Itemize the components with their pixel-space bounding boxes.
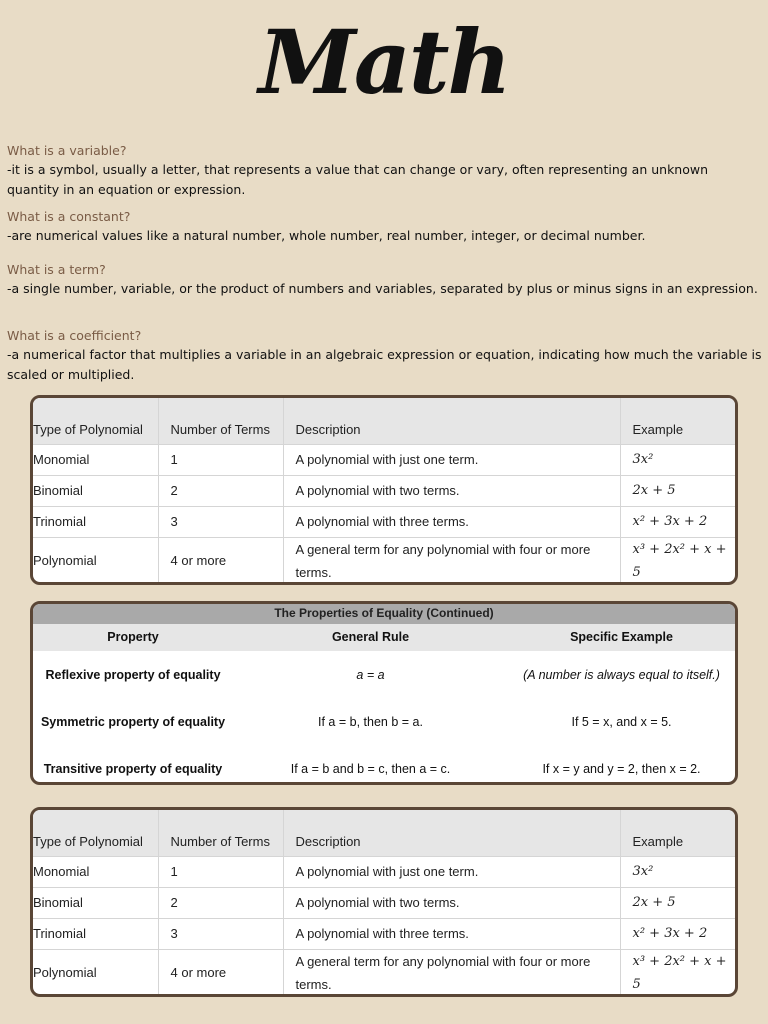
table-row xyxy=(33,506,735,537)
table-row xyxy=(33,918,735,949)
header-general-rule: General Rule xyxy=(331,630,410,644)
cell-rule: If a = b and b = c, then a = c. xyxy=(290,761,451,776)
cell-description: A polynomial with two terms. xyxy=(283,475,620,506)
properties-table-title: The Properties of Equality (Continued) xyxy=(33,604,735,624)
header-description: Description xyxy=(283,398,620,444)
cell-example: 3x² xyxy=(620,444,735,475)
cell-description: A polynomial with just one term. xyxy=(283,856,620,887)
definition-constant xyxy=(7,208,762,246)
cell-example: x³ + 2x² + x + 5 xyxy=(620,949,735,996)
cell-example: If 5 = x, and x = 5. xyxy=(571,714,672,729)
cell-example: x² + 3x + 2 xyxy=(620,918,735,949)
page-title: Math xyxy=(258,10,510,114)
header-example: Example xyxy=(620,398,735,444)
cell-description: A polynomial with just one term. xyxy=(283,444,620,475)
cell-terms: 1 xyxy=(158,856,283,887)
cell-description: A general term for any polynomial with four or more terms. xyxy=(283,949,620,996)
table-row xyxy=(33,698,735,745)
cell-type: Monomial xyxy=(33,856,158,887)
question-constant: What is a constant? xyxy=(7,209,131,224)
header-specific-example: Specific Example xyxy=(570,630,673,644)
cell-example: 3x² xyxy=(620,856,735,887)
definition-variable xyxy=(7,142,762,200)
cell-type: Polynomial xyxy=(33,537,158,584)
header-example: Example xyxy=(620,810,735,856)
table-row xyxy=(33,949,735,996)
cell-type: Monomial xyxy=(33,444,158,475)
answer-term: -a single number, variable, or the product of numbers and variables, separated by plus or minus signs in an expression. xyxy=(7,281,758,296)
cell-type: Polynomial xyxy=(33,949,158,996)
cell-description: A polynomial with three terms. xyxy=(283,918,620,949)
header-terms: Number of Terms xyxy=(158,810,283,856)
cell-terms: 2 xyxy=(158,475,283,506)
answer-constant: -are numerical values like a natural number, whole number, real number, integer, or decimal number. xyxy=(7,228,646,243)
cell-terms: 3 xyxy=(158,506,283,537)
cell-example: x² + 3x + 2 xyxy=(620,506,735,537)
question-term: What is a term? xyxy=(7,262,106,277)
cell-description: A general term for any polynomial with four or more terms. xyxy=(283,537,620,584)
table-row xyxy=(33,887,735,918)
cell-terms: 4 or more xyxy=(158,537,283,584)
cell-rule: If a = b, then b = a. xyxy=(318,714,423,729)
polynomial-table xyxy=(33,398,735,585)
properties-header-row xyxy=(33,624,735,651)
table-row xyxy=(33,856,735,887)
table-row xyxy=(33,444,735,475)
cell-property: Symmetric property of equality xyxy=(40,714,226,729)
table-row xyxy=(33,537,735,584)
cell-property: Reflexive property of equality xyxy=(45,667,221,682)
header-type: Type of Polynomial xyxy=(33,398,158,444)
cell-type: Binomial xyxy=(33,887,158,918)
cell-type: Binomial xyxy=(33,475,158,506)
cell-example: 2x + 5 xyxy=(620,887,735,918)
polynomial-table xyxy=(33,810,735,997)
cell-terms: 3 xyxy=(158,918,283,949)
answer-variable: -it is a symbol, usually a letter, that represents a value that can change or vary, often representing an unknown quantity in an equation or expression. xyxy=(7,162,709,197)
cell-type: Trinomial xyxy=(33,506,158,537)
polynomial-table-1 xyxy=(30,395,738,585)
table-header-row xyxy=(33,810,735,856)
table-row xyxy=(33,475,735,506)
cell-description: A polynomial with two terms. xyxy=(283,887,620,918)
question-coefficient: What is a coefficient? xyxy=(7,328,142,343)
answer-coefficient: -a numerical factor that multiplies a variable in an algebraic expression or equation, indicating how much the variable is scaled or multiplied. xyxy=(7,347,762,382)
question-variable: What is a variable? xyxy=(7,143,127,158)
header-description: Description xyxy=(283,810,620,856)
cell-property: Transitive property of equality xyxy=(43,761,223,776)
cell-type: Trinomial xyxy=(33,918,158,949)
cell-rule: a = a xyxy=(356,667,385,682)
table-header-row xyxy=(33,398,735,444)
cell-example: If x = y and y = 2, then x = 2. xyxy=(542,761,701,776)
cell-example: 2x + 5 xyxy=(620,475,735,506)
polynomial-table-2 xyxy=(30,807,738,997)
table-row xyxy=(33,651,735,698)
properties-of-equality-table xyxy=(30,601,738,785)
header-type: Type of Polynomial xyxy=(33,810,158,856)
cell-example: x³ + 2x² + x + 5 xyxy=(620,537,735,584)
header-terms: Number of Terms xyxy=(158,398,283,444)
cell-terms: 4 or more xyxy=(158,949,283,996)
cell-example: (A number is always equal to itself.) xyxy=(523,667,720,682)
definition-term xyxy=(7,261,762,299)
table-row xyxy=(33,745,735,785)
cell-terms: 1 xyxy=(158,444,283,475)
header-property: Property xyxy=(107,630,159,644)
cell-terms: 2 xyxy=(158,887,283,918)
definition-coefficient xyxy=(7,327,762,385)
cell-description: A polynomial with three terms. xyxy=(283,506,620,537)
